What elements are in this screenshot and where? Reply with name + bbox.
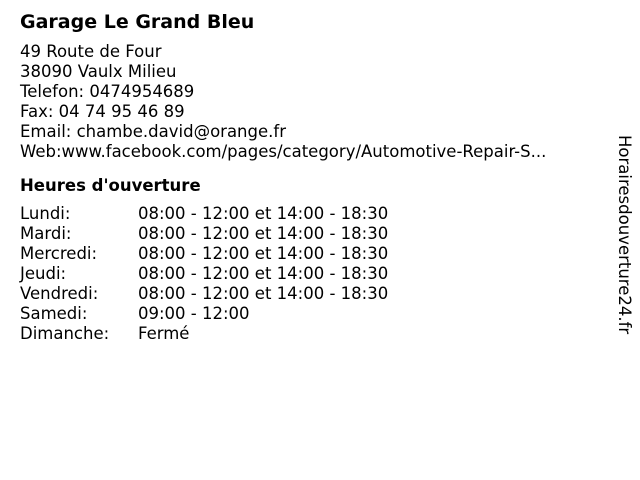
hours-row-friday [20, 284, 610, 304]
contact-block [20, 42, 610, 162]
day-label: Vendredi: [20, 284, 99, 303]
street-address: 49 Route de Four [20, 42, 162, 61]
email-address: Email: chambe.david@orange.fr [20, 122, 286, 141]
hours-row-wednesday [20, 244, 610, 264]
day-label: Samedi: [20, 304, 88, 323]
day-label: Dimanche: [20, 324, 110, 343]
day-label: Lundi: [20, 204, 71, 223]
site-watermark: Horairesdouverture24.fr [615, 135, 634, 335]
day-hours: 08:00 - 12:00 et 14:00 - 18:30 [138, 204, 389, 223]
hours-row-sunday [20, 324, 610, 344]
business-card [20, 10, 610, 344]
day-label: Mardi: [20, 224, 72, 243]
website-label: Web: [20, 142, 62, 161]
day-hours: Fermé [138, 324, 190, 343]
business-name: Garage Le Grand Bleu [20, 11, 255, 33]
hours-row-tuesday [20, 224, 610, 244]
day-label: Jeudi: [20, 264, 67, 283]
day-hours: 09:00 - 12:00 [138, 304, 250, 323]
city-address: 38090 Vaulx Milieu [20, 62, 177, 81]
day-hours: 08:00 - 12:00 et 14:00 - 18:30 [138, 284, 389, 303]
website-link[interactable]: www.facebook.com/pages/category/Automotive-Repair-S... [61, 142, 547, 161]
hours-row-saturday [20, 304, 610, 324]
day-hours: 08:00 - 12:00 et 14:00 - 18:30 [138, 224, 389, 243]
day-hours: 08:00 - 12:00 et 14:00 - 18:30 [138, 244, 389, 263]
website-row [20, 142, 610, 162]
phone-number: Telefon: 0474954689 [20, 82, 195, 101]
fax-number: Fax: 04 74 95 46 89 [20, 102, 185, 121]
opening-hours-table [20, 204, 610, 344]
day-hours: 08:00 - 12:00 et 14:00 - 18:30 [138, 264, 389, 283]
opening-hours-heading: Heures d'ouverture [20, 176, 201, 195]
day-label: Mercredi: [20, 244, 98, 263]
hours-row-monday [20, 204, 610, 224]
hours-row-thursday [20, 264, 610, 284]
